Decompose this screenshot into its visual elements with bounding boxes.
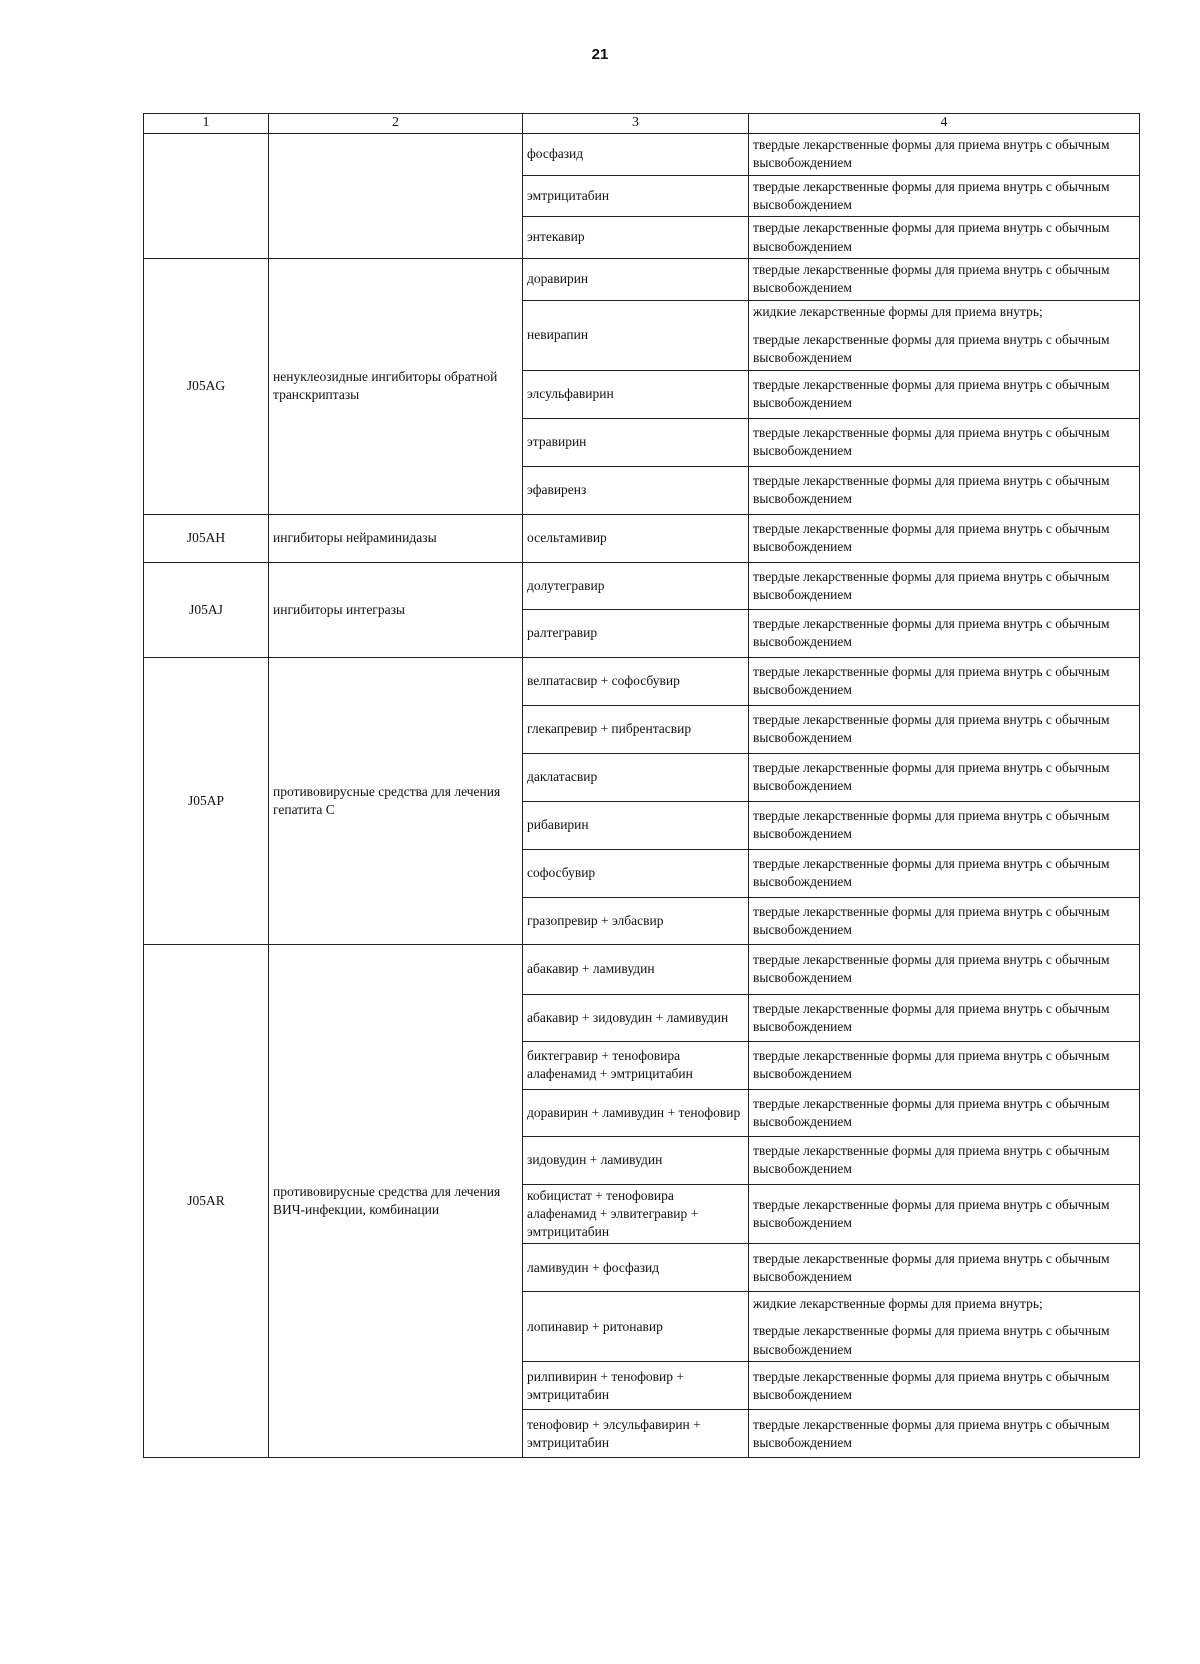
atc-group-name: ингибиторы нейраминидазы <box>269 514 523 562</box>
drug-name: тенофовир + элсульфавирин + эмтрицитабин <box>523 1410 749 1458</box>
drug-name: осельтамивир <box>523 514 749 562</box>
dosage-form: твердые лекарственные формы для приема внутрь с обычным высвобождением <box>753 1250 1110 1284</box>
header-col-4: 4 <box>749 114 1140 134</box>
drug-name: ламивудин + фосфазид <box>523 1244 749 1292</box>
dosage-forms <box>749 1136 1140 1184</box>
dosage-form: твердые лекарственные формы для приема внутрь с обычным высвобождением <box>753 1143 1110 1177</box>
atc-code: J05AG <box>144 258 269 514</box>
drug-name: велпатасвир + софосбувир <box>523 657 749 705</box>
dosage-form: твердые лекарственные формы для приема внутрь с обычным высвобождением <box>753 521 1110 555</box>
dosage-forms <box>749 944 1140 994</box>
dosage-form: твердые лекарственные формы для приема внутрь с обычным высвобождением <box>753 1368 1110 1402</box>
dosage-form: твердые лекарственные формы для приема внутрь с обычным высвобождением <box>753 952 1110 986</box>
drug-name: гразопревир + элбасвир <box>523 897 749 944</box>
dosage-form: твердые лекарственные формы для приема внутрь с обычным высвобождением <box>753 220 1110 254</box>
dosage-forms <box>749 418 1140 466</box>
atc-code <box>144 133 269 258</box>
drug-name: рилпивирин + тенофовир + эмтрицитабин <box>523 1362 749 1410</box>
dosage-form: твердые лекарственные формы для приема внутрь с обычным высвобождением <box>753 1196 1110 1231</box>
dosage-form: твердые лекарственные формы для приема внутрь с обычным высвобождением <box>753 903 1110 937</box>
drug-name: рибавирин <box>523 801 749 849</box>
dosage-form: твердые лекарственные формы для приема внутрь с обычным высвобождением <box>753 473 1110 507</box>
atc-group-name: противовирусные средства для лечения ВИЧ-инфекции, комбинации <box>269 944 523 1458</box>
drug-name: софосбувир <box>523 849 749 897</box>
dosage-form: твердые лекарственные формы для приема внутрь с обычным высвобождением <box>753 377 1110 411</box>
dosage-form: твердые лекарственные формы для приема внутрь с обычным высвобождением <box>753 760 1110 794</box>
dosage-form: твердые лекарственные формы для приема внутрь с обычным высвобождением <box>753 425 1110 459</box>
dosage-forms <box>749 466 1140 514</box>
drug-name: биктегравир + тенофовира алафенамид + эмтрицитабин <box>523 1041 749 1089</box>
dosage-forms <box>749 514 1140 562</box>
dosage-forms <box>749 1362 1140 1410</box>
dosage-forms <box>749 370 1140 418</box>
drug-table <box>143 113 1140 1458</box>
drug-name: ралтегравир <box>523 609 749 657</box>
drug-name: эмтрицитабин <box>523 175 749 216</box>
dosage-forms <box>749 897 1140 944</box>
dosage-form: твердые лекарственные формы для приема внутрь с обычным высвобождением <box>753 1323 1110 1357</box>
dosage-form: твердые лекарственные формы для приема внутрь с обычным высвобождением <box>753 616 1110 650</box>
dosage-forms <box>749 300 1140 370</box>
table-row <box>144 944 1140 994</box>
dosage-forms <box>749 1041 1140 1089</box>
drug-name: этравирин <box>523 418 749 466</box>
dosage-forms <box>749 1410 1140 1458</box>
dosage-form: жидкие лекарственные формы для приема внутрь; <box>753 304 1043 320</box>
drug-name: даклатасвир <box>523 753 749 801</box>
header-col-2: 2 <box>269 114 523 134</box>
dosage-forms <box>749 849 1140 897</box>
dosage-forms <box>749 994 1140 1041</box>
atc-code: J05AJ <box>144 562 269 657</box>
table-row <box>144 657 1140 705</box>
dosage-form: твердые лекарственные формы для приема внутрь с обычным высвобождением <box>753 331 1110 365</box>
header-col-3: 3 <box>523 114 749 134</box>
dosage-form: твердые лекарственные формы для приема внутрь с обычным высвобождением <box>753 1000 1110 1034</box>
table-row <box>144 133 1140 175</box>
atc-group-name: противовирусные средства для лечения гепатита С <box>269 657 523 944</box>
page-number: 21 <box>591 46 609 63</box>
dosage-form: твердые лекарственные формы для приема внутрь с обычным высвобождением <box>753 808 1110 842</box>
table-row <box>144 562 1140 609</box>
atc-group-name: ненуклеозидные ингибиторы обратной транскриптазы <box>269 258 523 514</box>
drug-name: абакавир + зидовудин + ламивудин <box>523 994 749 1041</box>
drug-name: доравирин <box>523 258 749 300</box>
table-row <box>144 258 1140 300</box>
atc-group-name: ингибиторы интегразы <box>269 562 523 657</box>
dosage-form: твердые лекарственные формы для приема внутрь с обычным высвобождением <box>753 712 1110 746</box>
dosage-forms <box>749 657 1140 705</box>
atc-code: J05AH <box>144 514 269 562</box>
dosage-forms <box>749 562 1140 609</box>
drug-name: невирапин <box>523 300 749 370</box>
dosage-forms <box>749 217 1140 258</box>
dosage-form: твердые лекарственные формы для приема внутрь с обычным высвобождением <box>753 262 1110 296</box>
table-body <box>144 133 1140 1458</box>
dosage-form: твердые лекарственные формы для приема внутрь с обычным высвобождением <box>753 664 1110 698</box>
drug-name: зидовудин + ламивудин <box>523 1136 749 1184</box>
table-row <box>144 514 1140 562</box>
dosage-form: твердые лекарственные формы для приема внутрь с обычным высвобождением <box>753 1095 1110 1129</box>
dosage-form: твердые лекарственные формы для приема внутрь с обычным высвобождением <box>753 1416 1110 1450</box>
dosage-forms <box>749 753 1140 801</box>
dosage-form: твердые лекарственные формы для приема внутрь с обычным высвобождением <box>753 856 1110 890</box>
dosage-forms <box>749 1089 1140 1136</box>
dosage-forms <box>749 801 1140 849</box>
drug-name: кобицистат + тенофовира алафенамид + элвитегравир + эмтрицитабин <box>523 1184 749 1244</box>
drug-name: доравирин + ламивудин + тенофовир <box>523 1089 749 1136</box>
dosage-form: твердые лекарственные формы для приема внутрь с обычным высвобождением <box>753 568 1110 602</box>
drug-name: абакавир + ламивудин <box>523 944 749 994</box>
dosage-form: твердые лекарственные формы для приема внутрь с обычным высвобождением <box>753 137 1110 171</box>
header-row <box>144 114 1140 134</box>
dosage-form: жидкие лекарственные формы для приема внутрь; <box>753 1296 1043 1312</box>
drug-name: элсульфавирин <box>523 370 749 418</box>
dosage-forms <box>749 258 1140 300</box>
atc-group-name <box>269 133 523 258</box>
header-col-1: 1 <box>144 114 269 134</box>
dosage-form: твердые лекарственные формы для приема внутрь с обычным высвобождением <box>753 1048 1110 1082</box>
dosage-forms <box>749 705 1140 753</box>
drug-name: энтекавир <box>523 217 749 258</box>
drug-name: лопинавир + ритонавир <box>523 1292 749 1362</box>
dosage-forms <box>749 1184 1140 1244</box>
drug-name: фосфазид <box>523 133 749 175</box>
dosage-forms <box>749 609 1140 657</box>
drug-name: долутегравир <box>523 562 749 609</box>
dosage-forms <box>749 1244 1140 1292</box>
dosage-form: твердые лекарственные формы для приема внутрь с обычным высвобождением <box>753 178 1110 213</box>
drug-name: глекапревир + пибрентасвир <box>523 705 749 753</box>
atc-code: J05AR <box>144 944 269 1458</box>
dosage-forms <box>749 133 1140 175</box>
dosage-forms <box>749 1292 1140 1362</box>
drug-name: эфавиренз <box>523 466 749 514</box>
atc-code: J05AP <box>144 657 269 944</box>
dosage-forms <box>749 175 1140 216</box>
